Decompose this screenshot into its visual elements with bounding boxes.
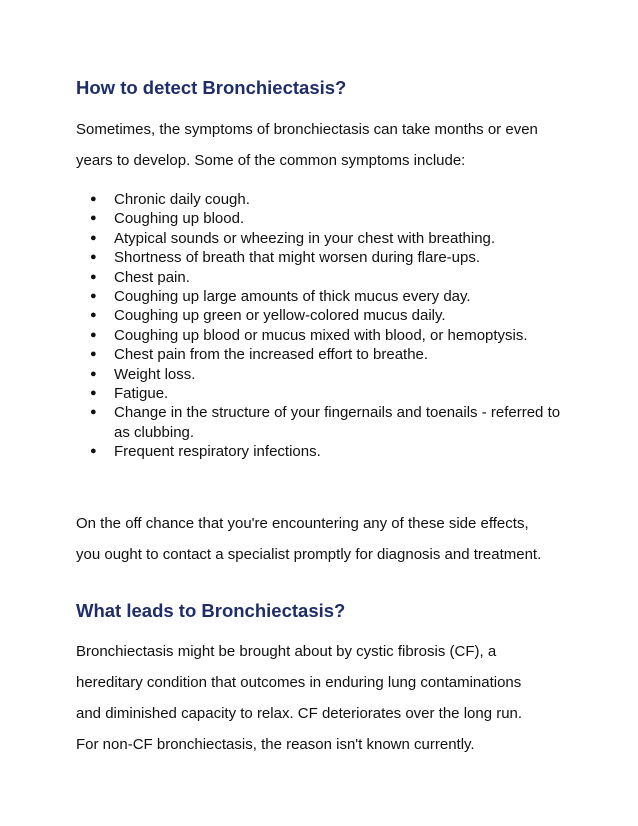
list-item-text: Chest pain. bbox=[114, 268, 190, 286]
bullet-icon: ● bbox=[90, 328, 97, 341]
list-item-text: Coughing up blood. bbox=[114, 210, 245, 228]
bullet-icon: ● bbox=[90, 387, 97, 400]
bullet-icon: ● bbox=[90, 309, 97, 322]
list-item-text: Chest pain from the increased effort to breathe. bbox=[114, 346, 429, 364]
closing-line-2: you ought to contact a specialist promptly for diagnosis and treatment. bbox=[76, 546, 542, 563]
list-item bbox=[76, 326, 576, 345]
list-item bbox=[76, 403, 576, 442]
causes-line-3: and diminished capacity to relax. CF deteriorates over the long run. bbox=[76, 705, 523, 722]
section-heading-detect: How to detect Bronchiectasis? bbox=[76, 77, 347, 98]
list-item bbox=[76, 248, 576, 267]
list-item bbox=[76, 306, 576, 325]
list-item-text: Atypical sounds or wheezing in your chest with breathing. bbox=[114, 229, 496, 247]
bullet-icon: ● bbox=[90, 193, 97, 205]
causes-paragraph bbox=[76, 636, 586, 760]
list-item-text: Coughing up green or yellow-colored mucus daily. bbox=[114, 307, 446, 325]
list-item bbox=[76, 229, 576, 248]
bullet-icon: ● bbox=[90, 367, 97, 380]
list-item-text: Shortness of breath that might worsen during flare-ups. bbox=[114, 249, 481, 267]
causes-line-1: Bronchiectasis might be brought about by cystic fibrosis (CF), a bbox=[76, 643, 497, 660]
list-item-text: Frequent respiratory infections. bbox=[114, 443, 321, 461]
list-item bbox=[76, 365, 576, 384]
list-item bbox=[76, 268, 576, 287]
bullet-icon: ● bbox=[90, 406, 97, 419]
bullet-icon: ● bbox=[90, 231, 97, 244]
list-item-text: Coughing up blood or mucus mixed with blood, or hemoptysis. bbox=[114, 326, 528, 344]
list-item bbox=[76, 442, 576, 461]
closing-line-1: On the off chance that you're encountering any of these side effects, bbox=[76, 515, 529, 532]
bullet-icon: ● bbox=[90, 212, 97, 225]
list-item bbox=[76, 384, 576, 403]
bullet-icon: ● bbox=[90, 270, 97, 283]
causes-line-4: For non-CF bronchiectasis, the reason isn't known currently. bbox=[76, 736, 475, 753]
list-item-text: Fatigue. bbox=[114, 385, 169, 403]
list-item bbox=[76, 287, 576, 306]
bullet-icon: ● bbox=[90, 251, 97, 264]
list-item bbox=[76, 345, 576, 364]
intro-paragraph bbox=[76, 114, 586, 176]
causes-line-2: hereditary condition that outcomes in enduring lung contaminations bbox=[76, 674, 522, 691]
intro-line-2: years to develop. Some of the common symptoms include: bbox=[76, 152, 466, 169]
list-item bbox=[76, 190, 576, 209]
bullet-icon: ● bbox=[90, 290, 97, 303]
section-heading-causes: What leads to Bronchiectasis? bbox=[76, 600, 346, 621]
bullet-icon: ● bbox=[90, 445, 97, 458]
bullet-icon: ● bbox=[90, 348, 97, 361]
symptoms-list bbox=[76, 190, 576, 462]
list-item-text: Change in the structure of your fingernails and toenails - referred to as clubbing. bbox=[114, 404, 561, 441]
closing-paragraph bbox=[76, 508, 586, 570]
intro-line-1: Sometimes, the symptoms of bronchiectasis can take months or even bbox=[76, 121, 538, 138]
list-item bbox=[76, 209, 576, 228]
list-item-text: Coughing up large amounts of thick mucus every day. bbox=[114, 288, 471, 306]
list-item-text: Chronic daily cough. bbox=[114, 191, 250, 208]
list-item-text: Weight loss. bbox=[114, 365, 196, 383]
